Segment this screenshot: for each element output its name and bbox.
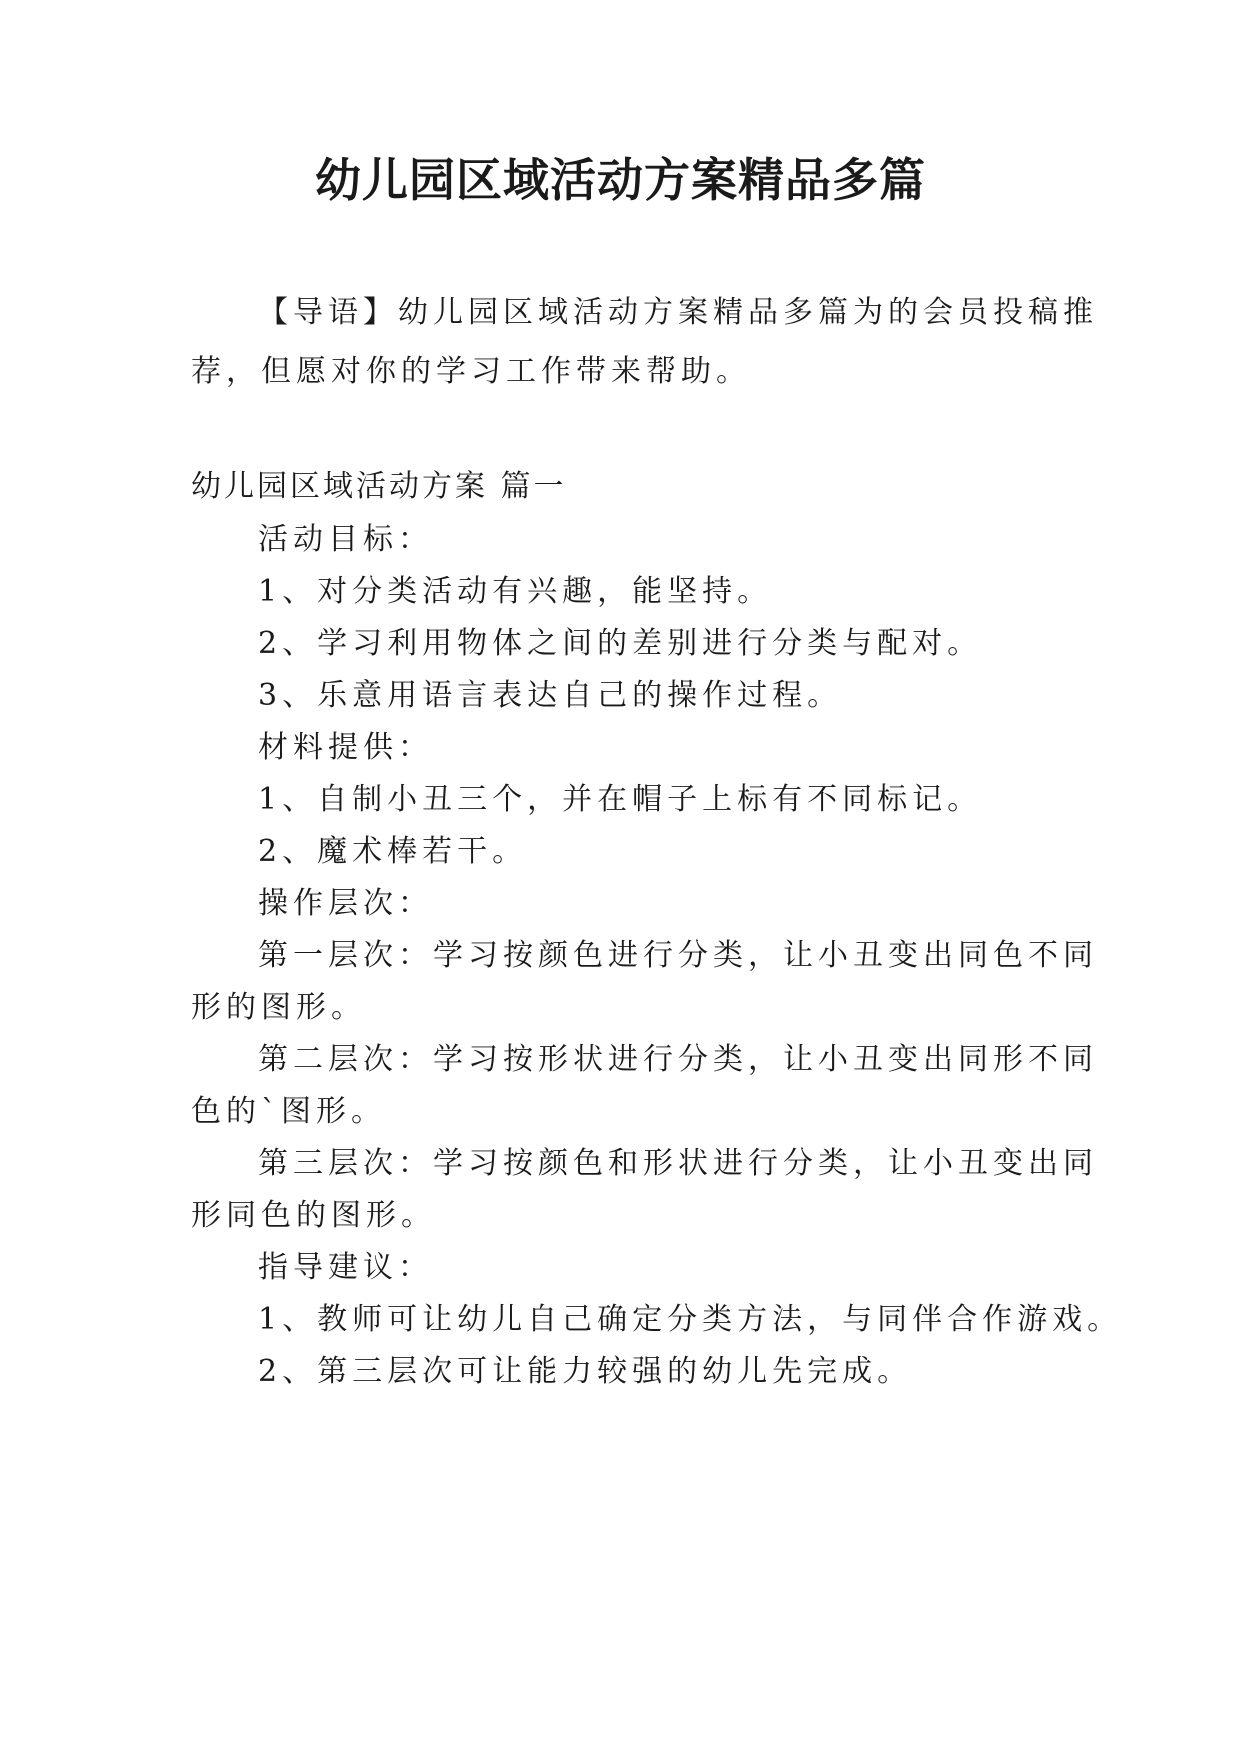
body-line: 1、教师可让幼儿自己确定分类方法，与同伴合作游戏。 <box>258 1302 1123 1337</box>
intro-line-1: 【导语】幼儿园区域活动方案精品多篇为的会员投稿推 <box>258 295 1098 330</box>
body-line: 2、学习利用物体之间的差别进行分类与配对。 <box>258 626 983 661</box>
section-heading: 幼儿园区域活动方案 篇一 <box>191 469 567 504</box>
document-title: 幼儿园区域活动方案精品多篇 <box>315 153 926 207</box>
intro-line-2: 荐，但愿对你的学习工作带来帮助。 <box>191 354 751 389</box>
body-line: 1、对分类活动有兴趣，能坚持。 <box>258 574 773 609</box>
continuation-line: 形的图形。 <box>191 990 366 1025</box>
continuation-line: 色的`图形。 <box>191 1094 386 1129</box>
body-line: 2、第三层次可让能力较强的幼儿先完成。 <box>258 1354 913 1389</box>
body-line: 1、自制小丑三个，并在帽子上标有不同标记。 <box>258 782 983 817</box>
body-line: 活动目标： <box>258 522 433 557</box>
body-line: 材料提供： <box>258 730 433 765</box>
body-line: 第一层次：学习按颜色进行分类，让小丑变出同色不同 <box>258 938 1098 973</box>
body-line: 第三层次：学习按颜色和形状进行分类，让小丑变出同 <box>258 1146 1098 1181</box>
continuation-line: 形同色的图形。 <box>191 1198 436 1233</box>
body-line: 第二层次：学习按形状进行分类，让小丑变出同形不同 <box>258 1042 1098 1077</box>
body-line: 指导建议： <box>258 1250 433 1285</box>
body-line: 2、魔术棒若干。 <box>258 834 528 869</box>
body-line: 操作层次： <box>258 886 433 921</box>
body-line: 3、乐意用语言表达自己的操作过程。 <box>258 678 843 713</box>
